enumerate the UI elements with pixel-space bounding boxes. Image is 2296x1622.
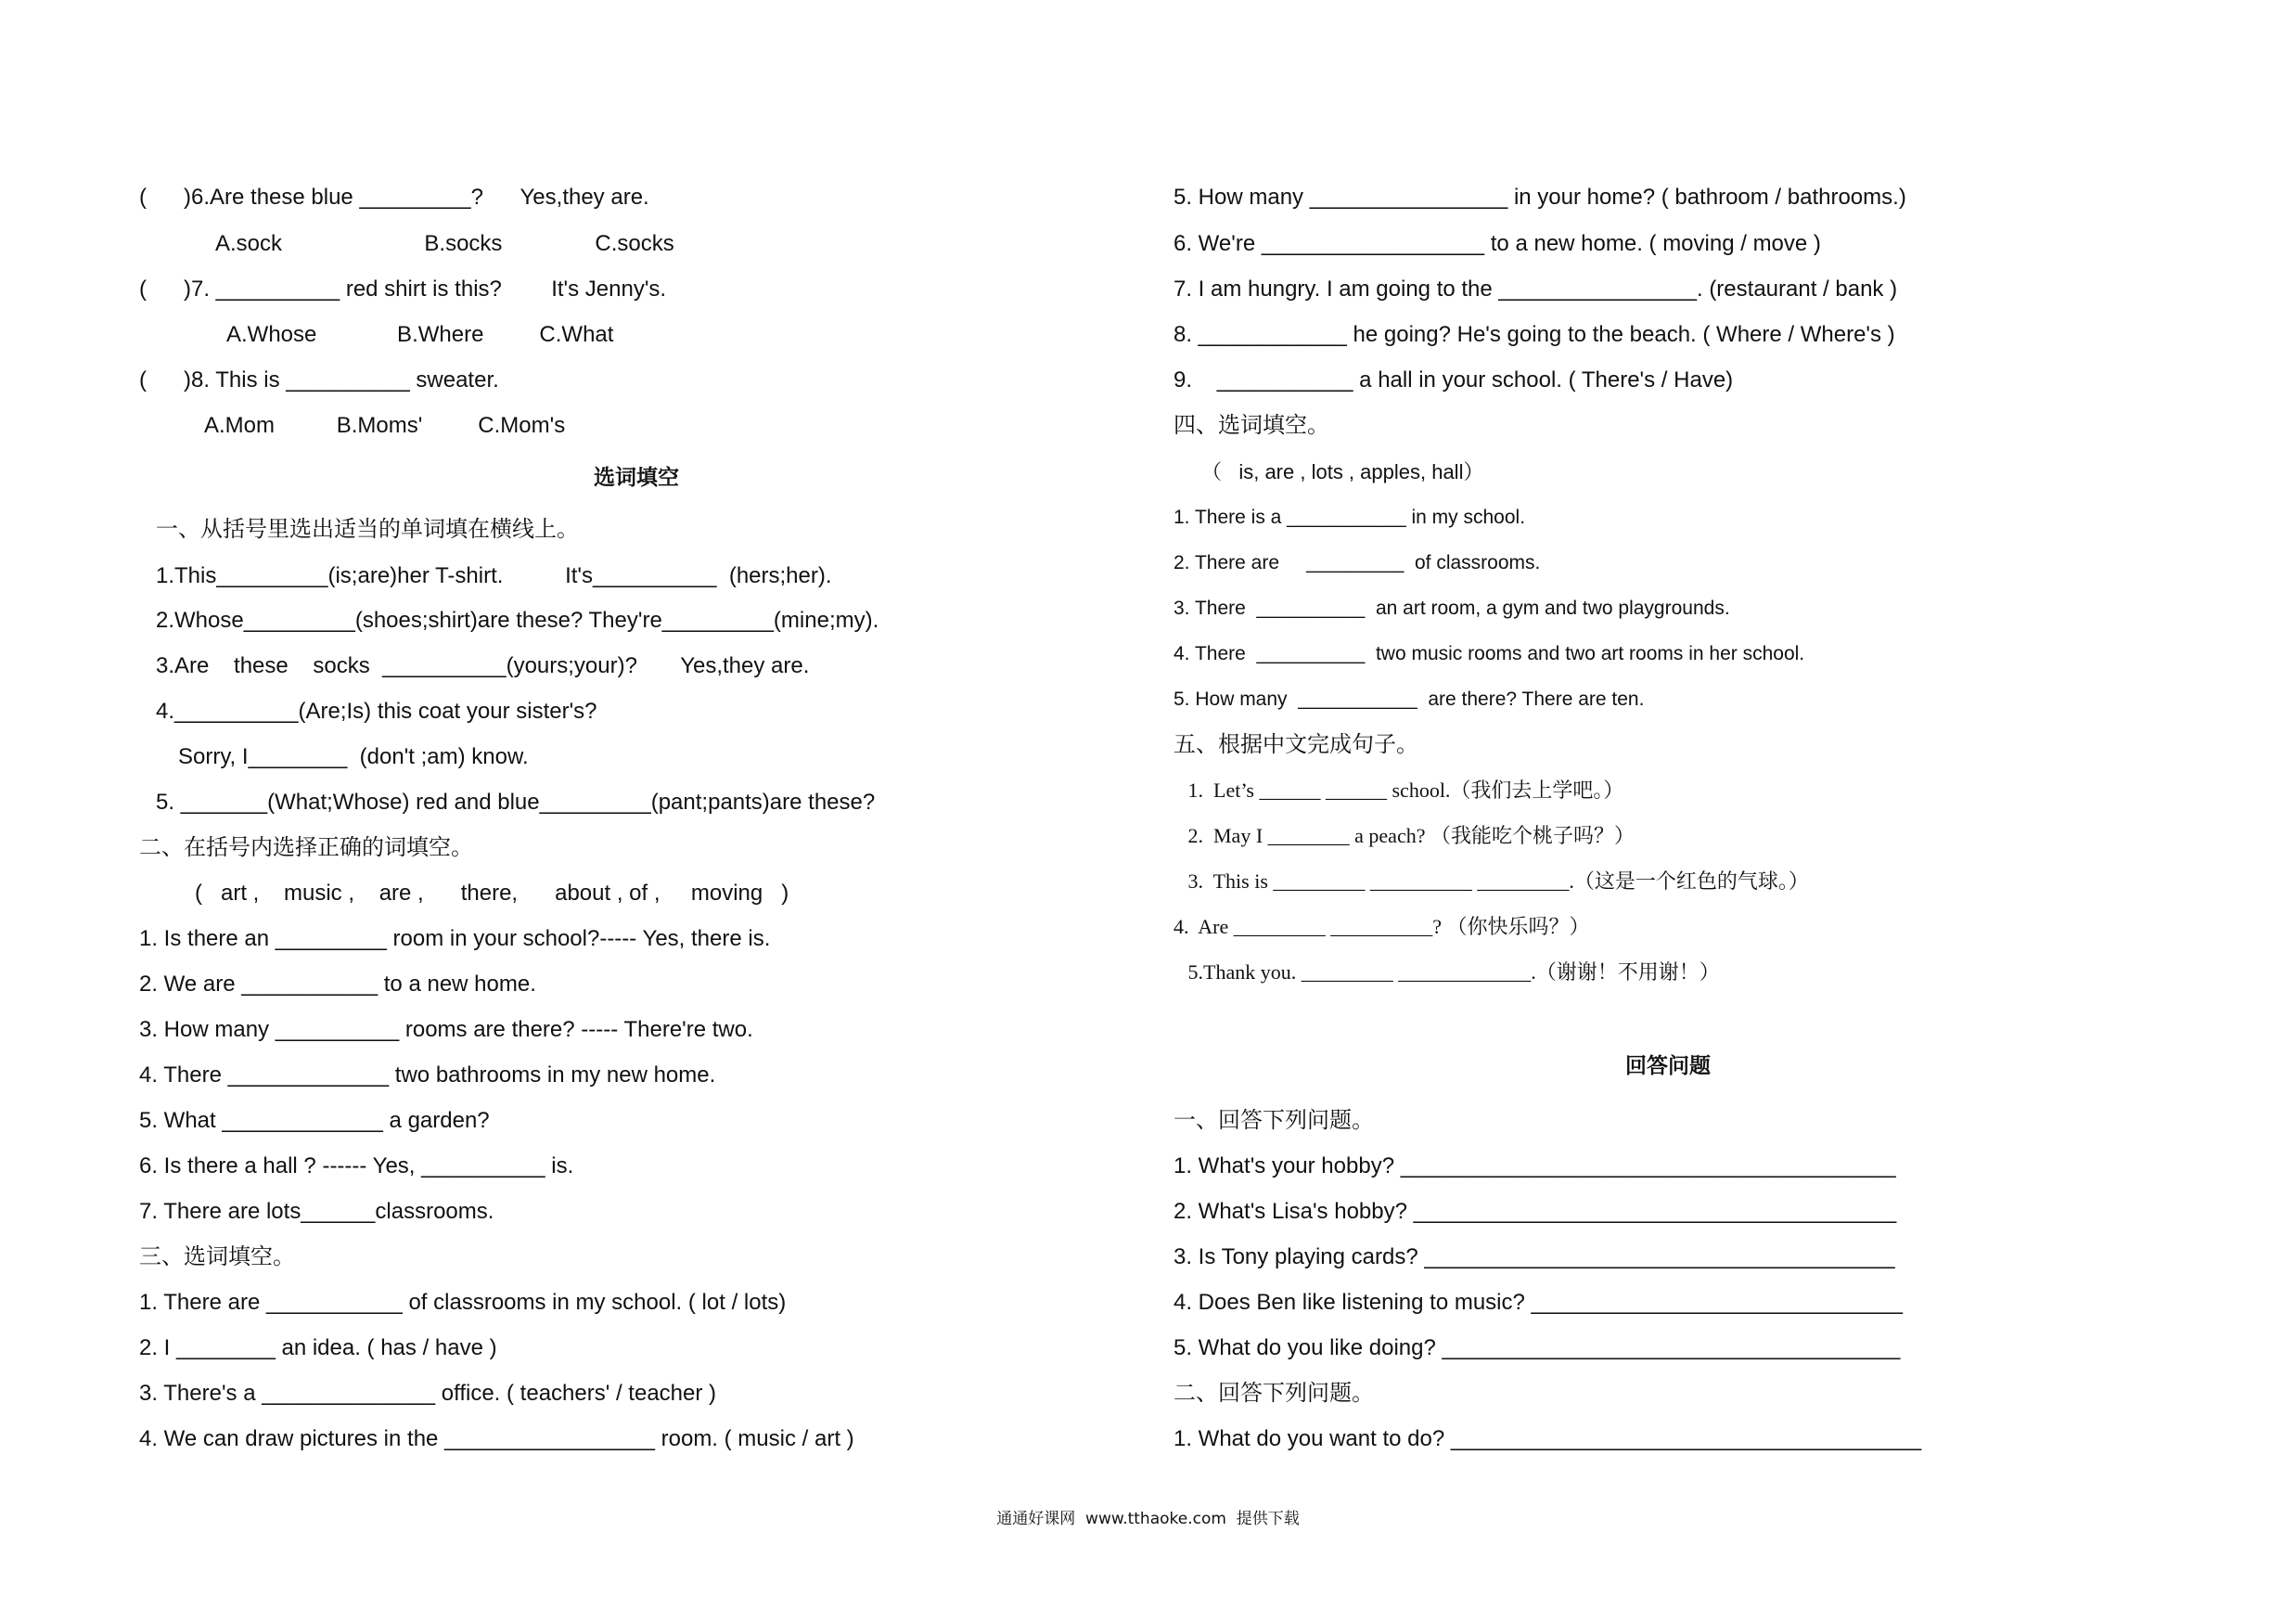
part2-item-5: 5. What _____________ a garden? [139, 1108, 490, 1133]
answer-part2-question-1: 1. What do you want to do? ______________________________________ [1174, 1426, 1922, 1451]
part1-item-2: 2.Whose_________(shoes;shirt)are these? They're_________(mine;my). [156, 608, 879, 633]
answer-part1-instruction: 一、回答下列问题。 [1174, 1108, 1374, 1133]
answer-part2-instruction: 二、回答下列问题。 [1174, 1381, 1374, 1406]
part5-item-3: 3. This is _________ __________ _________.（这是一个红色的气球。） [1183, 869, 1809, 893]
part2-item-7: 7. There are lots______classrooms. [139, 1199, 494, 1224]
part5-instruction: 五、根据中文完成句子。 [1174, 732, 1418, 757]
part3-item-7: 7. I am hungry. I am going to the ________________. (restaurant / bank ) [1174, 277, 1898, 302]
part3-item-3: 3. There's a ______________ office. ( teachers' / teacher ) [139, 1381, 717, 1406]
part2-item-3: 3. How many __________ rooms are there? ----- There're two. [139, 1017, 753, 1042]
part2-item-2: 2. We are ___________ to a new home. [139, 972, 536, 997]
section-heading-answer-questions: 回答问题 [1625, 1054, 1711, 1078]
page-footer: 通通好课网 www.tthaoke.com 提供下载 [996, 1510, 1300, 1528]
question-6: ( )6.Are these blue _________? Yes,they are. [139, 185, 649, 210]
part1-item-5: 5. _______(What;Whose) red and blue_________(pant;pants)are these? [156, 790, 876, 815]
part4-item-1: 1. There is a ___________ in my school. [1174, 507, 1526, 528]
question-6-options: A.sock B.socks C.socks [215, 231, 674, 256]
part4-item-5: 5. How many ___________ are there? There are ten. [1174, 689, 1645, 710]
part2-item-1: 1. Is there an _________ room in your school?----- Yes, there is. [139, 926, 771, 951]
part3-instruction: 三、选词填空。 [139, 1244, 295, 1269]
part5-item-2: 2. May I ________ a peach? （我能吃个桃子吗？） [1183, 824, 1635, 847]
part3-item-5: 5. How many ________________ in your home? ( bathroom / bathrooms.) [1174, 185, 1906, 210]
answer-question-2: 2. What's Lisa's hobby? _______________________________________ [1174, 1199, 1897, 1224]
part4-item-4: 4. There __________ two music rooms and two art rooms in her school. [1174, 643, 1805, 664]
part1-item-3: 3.Are these socks __________(yours;your)? Yes,they are. [156, 653, 810, 678]
question-8: ( )8. This is __________ sweater. [139, 367, 499, 393]
question-7-options: A.Whose B.Where C.What [226, 322, 614, 347]
part3-item-6: 6. We're __________________ to a new home. ( moving / move ) [1174, 231, 1821, 256]
answer-question-5: 5. What do you like doing? _____________________________________ [1174, 1335, 1901, 1360]
part1-item-1: 1.This_________(is;are)her T-shirt. It's__________ (hers;her). [156, 563, 832, 588]
answer-question-3: 3. Is Tony playing cards? ______________________________________ [1174, 1244, 1895, 1269]
part4-item-3: 3. There __________ an art room, a gym and two playgrounds. [1174, 598, 1730, 619]
answer-question-1: 1. What's your hobby? ________________________________________ [1174, 1153, 1896, 1178]
section-heading-fill-words: 选词填空 [594, 466, 679, 490]
question-7: ( )7. __________ red shirt is this? It's Jenny's. [139, 277, 667, 302]
part3-item-1: 1. There are ___________ of classrooms in my school. ( lot / lots) [139, 1290, 787, 1315]
answer-question-4: 4. Does Ben like listening to music? ______________________________ [1174, 1290, 1903, 1315]
part1-item-4: 4.__________(Are;Is) this coat your sister's? [156, 699, 597, 724]
part5-item-5: 5.Thank you. _________ _____________.（谢谢！不用谢！） [1183, 960, 1720, 984]
part5-item-4: 4. Are _________ __________? （你快乐吗？） [1174, 915, 1590, 938]
part2-item-6: 6. Is there a hall ? ------ Yes, __________ is. [139, 1153, 574, 1178]
part4-instruction: 四、选词填空。 [1174, 413, 1329, 438]
part3-item-4: 4. We can draw pictures in the _________________ room. ( music / art ) [139, 1426, 854, 1451]
part3-item-8: 8. ____________ he going? He's going to the beach. ( Where / Where's ) [1174, 322, 1895, 347]
part3-item-2: 2. I ________ an idea. ( has / have ) [139, 1335, 497, 1360]
part2-item-4: 4. There _____________ two bathrooms in my new home. [139, 1062, 716, 1088]
part4-word-bank: （ is, are , lots , apples, hall） [1201, 460, 1484, 483]
part2-word-bank: ( art , music , are , there, about , of , moving ) [195, 881, 789, 906]
part5-item-1: 1. Let’s ______ ______ school.（我们去上学吧。） [1183, 779, 1624, 802]
part3-item-9: 9. ___________ a hall in your school. ( There's / Have) [1174, 367, 1734, 393]
part1-item-4-answer: Sorry, I________ (don't ;am) know. [178, 744, 529, 769]
part2-instruction: 二、在括号内选择正确的词填空。 [139, 835, 473, 860]
question-8-options: A.Mom B.Moms' C.Mom's [204, 413, 566, 438]
part1-instruction: 一、从括号里选出适当的单词填在横线上。 [156, 517, 579, 542]
part4-item-2: 2. There are _________ of classrooms. [1174, 552, 1541, 573]
